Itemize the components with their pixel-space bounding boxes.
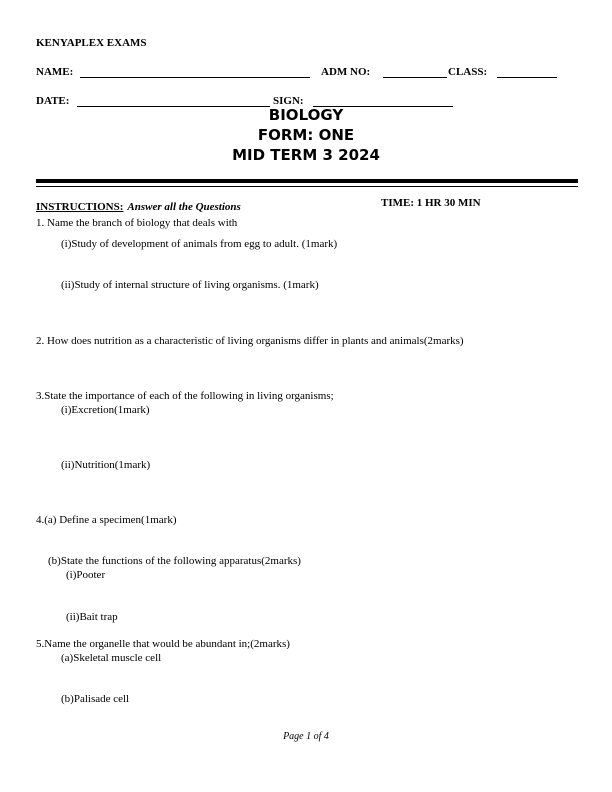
term-title: MID TERM 3 2024 [232,146,380,164]
question-4b-ii: (ii)Bait trap [66,611,118,623]
name-label: NAME: [36,66,74,78]
subject-title: BIOLOGY [268,106,344,124]
question-1-ii: (ii)Study of internal structure of living organisms. (1mark) [61,279,319,291]
school-name: KENYAPLEX EXAMS [36,37,147,49]
adm-no-label: ADM NO: [321,66,371,78]
time-label: TIME: 1 HR 30 MIN [381,197,481,209]
date-label: DATE: [36,95,70,107]
divider-thin [36,186,578,187]
question-4b: (b)State the functions of the following apparatus(2marks) [48,555,301,567]
question-4a: 4.(a) Define a specimen(1mark) [36,514,177,526]
question-5b: (b)Palisade cell [61,693,130,705]
divider-thick [36,179,578,183]
instructions-row [36,197,241,215]
question-1: 1. Name the branch of biology that deals with [36,217,238,229]
question-5a: (a)Skeletal muscle cell [61,652,162,664]
sign-label: SIGN: [273,95,304,107]
page-number: Page 1 of 4 [283,731,329,742]
form-title: FORM: ONE [257,126,355,144]
question-1-i: (i)Study of development of animals from egg to adult. (1mark) [61,238,338,250]
instructions-text: Answer all the Questions [127,201,241,213]
question-4b-i: (i)Pooter [66,569,106,581]
class-field-line[interactable] [497,77,557,78]
class-label: CLASS: [448,66,488,78]
question-3: 3.State the importance of each of the following in living organisms; [36,390,334,402]
name-field-line[interactable] [80,77,310,78]
question-2: 2. How does nutrition as a characteristic of living organisms differ in plants and animals(2marks) [36,335,464,347]
question-3-ii: (ii)Nutrition(1mark) [61,459,151,471]
question-3-i: (i)Excretion(1mark) [61,404,150,416]
instructions-label: INSTRUCTIONS: [36,201,124,213]
question-5: 5.Name the organelle that would be abundant in;(2marks) [36,638,290,650]
adm-no-field-line[interactable] [383,77,447,78]
